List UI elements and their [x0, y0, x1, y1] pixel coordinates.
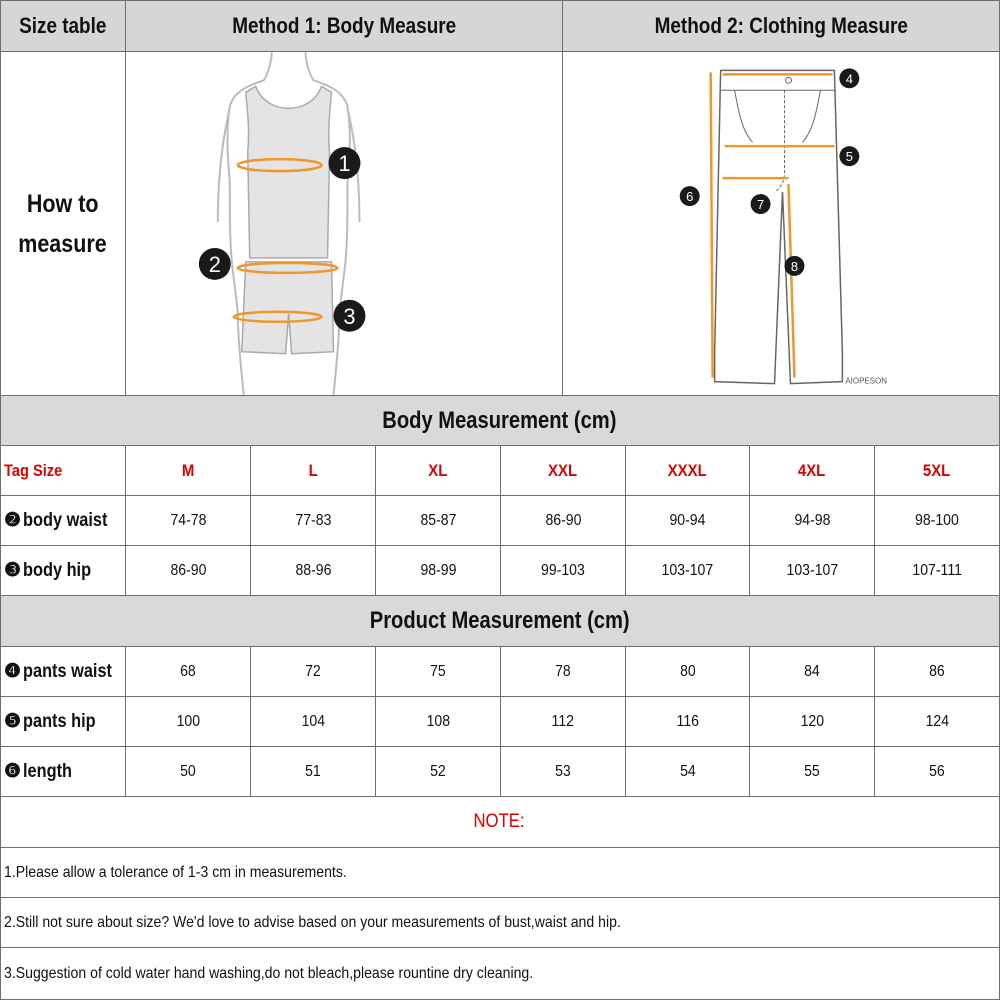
cell-value: 116 — [676, 712, 699, 730]
size-header-5xl — [875, 446, 1000, 496]
cell-value: 98-99 — [419, 561, 456, 579]
size-header-l — [251, 446, 376, 496]
table-cell — [376, 546, 501, 596]
table-cell — [126, 546, 251, 596]
cell-value: 104 — [301, 712, 325, 730]
table-cell — [126, 697, 251, 747]
cell-value: 86 — [929, 662, 945, 680]
note-item-3-text: 3.Suggestion of cold water hand washing,do not bleach,please rountine dry cleaning. — [4, 964, 534, 982]
badge-8-icon — [784, 255, 804, 275]
how-to-line1: How to — [26, 189, 99, 218]
cell-value: 55 — [804, 762, 820, 780]
table-cell — [750, 697, 875, 747]
cell-value: 53 — [555, 762, 571, 780]
svg-text:6: 6 — [686, 188, 694, 204]
body-measurement-title — [0, 396, 1000, 446]
table-cell — [626, 546, 750, 596]
row-label-pants-waist — [0, 647, 126, 697]
tag-size-label — [0, 446, 126, 496]
row-badge-icon: ❷ — [4, 510, 22, 531]
cell-value: 54 — [679, 762, 696, 780]
size-header-text: M — [181, 460, 195, 480]
row-label-length — [0, 747, 126, 797]
table-cell — [875, 647, 1000, 697]
table-cell — [126, 496, 251, 546]
table-cell — [126, 647, 251, 697]
table-cell — [251, 697, 376, 747]
size-header-m — [126, 446, 251, 496]
row-label-text: length — [23, 760, 73, 782]
row-badge-icon: ❻ — [4, 761, 22, 782]
table-cell — [251, 747, 376, 797]
table-cell — [501, 546, 626, 596]
cell-value: 86-90 — [544, 511, 581, 529]
cell-value: 75 — [430, 662, 446, 680]
table-cell — [750, 546, 875, 596]
cell-value: 50 — [180, 762, 196, 780]
table-cell — [376, 697, 501, 747]
svg-text:4: 4 — [845, 70, 853, 86]
product-measurement-title — [0, 596, 1000, 647]
note-item-2 — [0, 898, 1000, 948]
row-label-text: pants waist — [23, 660, 113, 682]
cell-value: 100 — [176, 712, 200, 730]
row-label-text: pants hip — [23, 710, 96, 732]
body-illustration — [126, 52, 562, 396]
row-label-text: body hip — [23, 559, 92, 581]
table-cell — [750, 647, 875, 697]
cell-value: 124 — [925, 712, 949, 730]
cell-value: 98-100 — [915, 511, 959, 529]
size-header-xl — [376, 446, 501, 496]
size-table-label: Size table — [18, 12, 107, 38]
size-header-text: L — [308, 460, 318, 480]
tag-size-text: Tag Size — [4, 460, 63, 480]
svg-text:3: 3 — [343, 303, 356, 329]
cell-value: 99-103 — [541, 561, 585, 579]
table-cell — [501, 647, 626, 697]
badge-3-icon — [334, 299, 366, 331]
body-measurement-title-text: Body Measurement (cm) — [382, 406, 617, 434]
method2-label: Method 2: Clothing Measure — [654, 12, 908, 38]
table-cell — [626, 496, 750, 546]
cell-value: 112 — [551, 712, 575, 730]
note-item-1-text: 1.Please allow a tolerance of 1-3 cm in measurements. — [4, 863, 347, 881]
shorts-shape — [242, 261, 334, 353]
badge-4-icon — [839, 68, 859, 88]
product-measurement-title-text: Product Measurement (cm) — [369, 607, 630, 634]
pants-length-line — [711, 72, 713, 377]
table-cell — [875, 697, 1000, 747]
table-cell — [251, 496, 376, 546]
table-cell — [501, 747, 626, 797]
cell-value: 94-98 — [793, 511, 830, 529]
how-to-measure — [0, 52, 126, 396]
badge-7-icon — [751, 194, 771, 214]
size-header-text: 5XL — [923, 460, 951, 480]
cell-value: 56 — [929, 762, 945, 780]
cell-value: 88-96 — [294, 561, 331, 579]
table-cell — [251, 647, 376, 697]
table-cell — [376, 496, 501, 546]
note-title — [0, 797, 1000, 848]
brand-mark: AIOPESON — [845, 376, 887, 386]
size-header-text: 4XL — [798, 460, 826, 480]
row-label-body-hip — [0, 546, 126, 596]
row-badge-icon: ❺ — [4, 711, 22, 732]
badge-6-icon — [680, 186, 700, 206]
table-cell — [376, 747, 501, 797]
size-header-4xl — [750, 446, 875, 496]
badge-5-icon — [839, 146, 859, 166]
table-cell — [626, 747, 750, 797]
badge-2-icon — [199, 247, 231, 279]
pants-shape — [715, 70, 843, 383]
table-cell — [750, 747, 875, 797]
cell-value: 120 — [800, 712, 824, 730]
method1-header — [126, 0, 563, 52]
svg-text:2: 2 — [208, 251, 221, 277]
cell-value: 84 — [804, 662, 820, 680]
size-table-header — [0, 0, 126, 52]
cell-value: 78 — [555, 662, 571, 680]
svg-text:5: 5 — [845, 148, 853, 164]
cell-value: 74-78 — [169, 511, 206, 529]
cell-value: 68 — [180, 662, 196, 680]
svg-text:1: 1 — [338, 150, 351, 176]
table-cell — [501, 496, 626, 546]
how-to-line2: measure — [18, 229, 107, 258]
pants-illustration — [563, 52, 999, 396]
method2-header — [563, 0, 1000, 52]
size-header-text: XL — [428, 460, 448, 480]
table-cell — [750, 496, 875, 546]
cell-value: 51 — [305, 762, 321, 780]
size-header-text: XXXL — [667, 460, 708, 480]
clothing-measure-figure — [563, 52, 1000, 396]
table-cell — [501, 697, 626, 747]
table-cell — [251, 546, 376, 596]
note-title-text: NOTE: — [473, 811, 526, 832]
body-measure-figure — [126, 52, 563, 396]
cell-value: 103-107 — [661, 561, 714, 579]
cell-value: 80 — [679, 662, 696, 680]
svg-text:8: 8 — [790, 258, 799, 274]
table-cell — [376, 647, 501, 697]
size-header-xxl — [501, 446, 626, 496]
cell-value: 77-83 — [294, 511, 331, 529]
table-cell — [626, 647, 750, 697]
size-header-xxxl — [626, 446, 750, 496]
note-item-2-text: 2.Still not sure about size? We'd love to advise based on your measurements of bust,waist and hip. — [4, 913, 621, 931]
cell-value: 72 — [305, 662, 321, 680]
row-label-pants-hip — [0, 697, 126, 747]
note-item-1 — [0, 848, 1000, 898]
table-cell — [126, 747, 251, 797]
cell-value: 108 — [426, 712, 450, 730]
row-badge-icon: ❸ — [4, 560, 22, 581]
cell-value: 85-87 — [419, 511, 456, 529]
method1-label: Method 1: Body Measure — [232, 12, 456, 38]
cell-value: 52 — [430, 762, 446, 780]
svg-text:7: 7 — [756, 196, 765, 212]
row-label-body-waist — [0, 496, 126, 546]
cell-value: 90-94 — [669, 511, 706, 529]
size-header-text: XXL — [548, 460, 578, 480]
table-cell — [875, 546, 1000, 596]
row-badge-icon: ❹ — [4, 661, 22, 682]
cell-value: 86-90 — [169, 561, 206, 579]
cell-value: 103-107 — [786, 561, 838, 579]
table-cell — [875, 496, 1000, 546]
table-cell — [626, 697, 750, 747]
note-item-3 — [0, 948, 1000, 1000]
badge-1-icon — [329, 147, 361, 179]
table-cell — [875, 747, 1000, 797]
row-label-text: body waist — [23, 509, 108, 531]
cell-value: 107-111 — [912, 561, 962, 579]
